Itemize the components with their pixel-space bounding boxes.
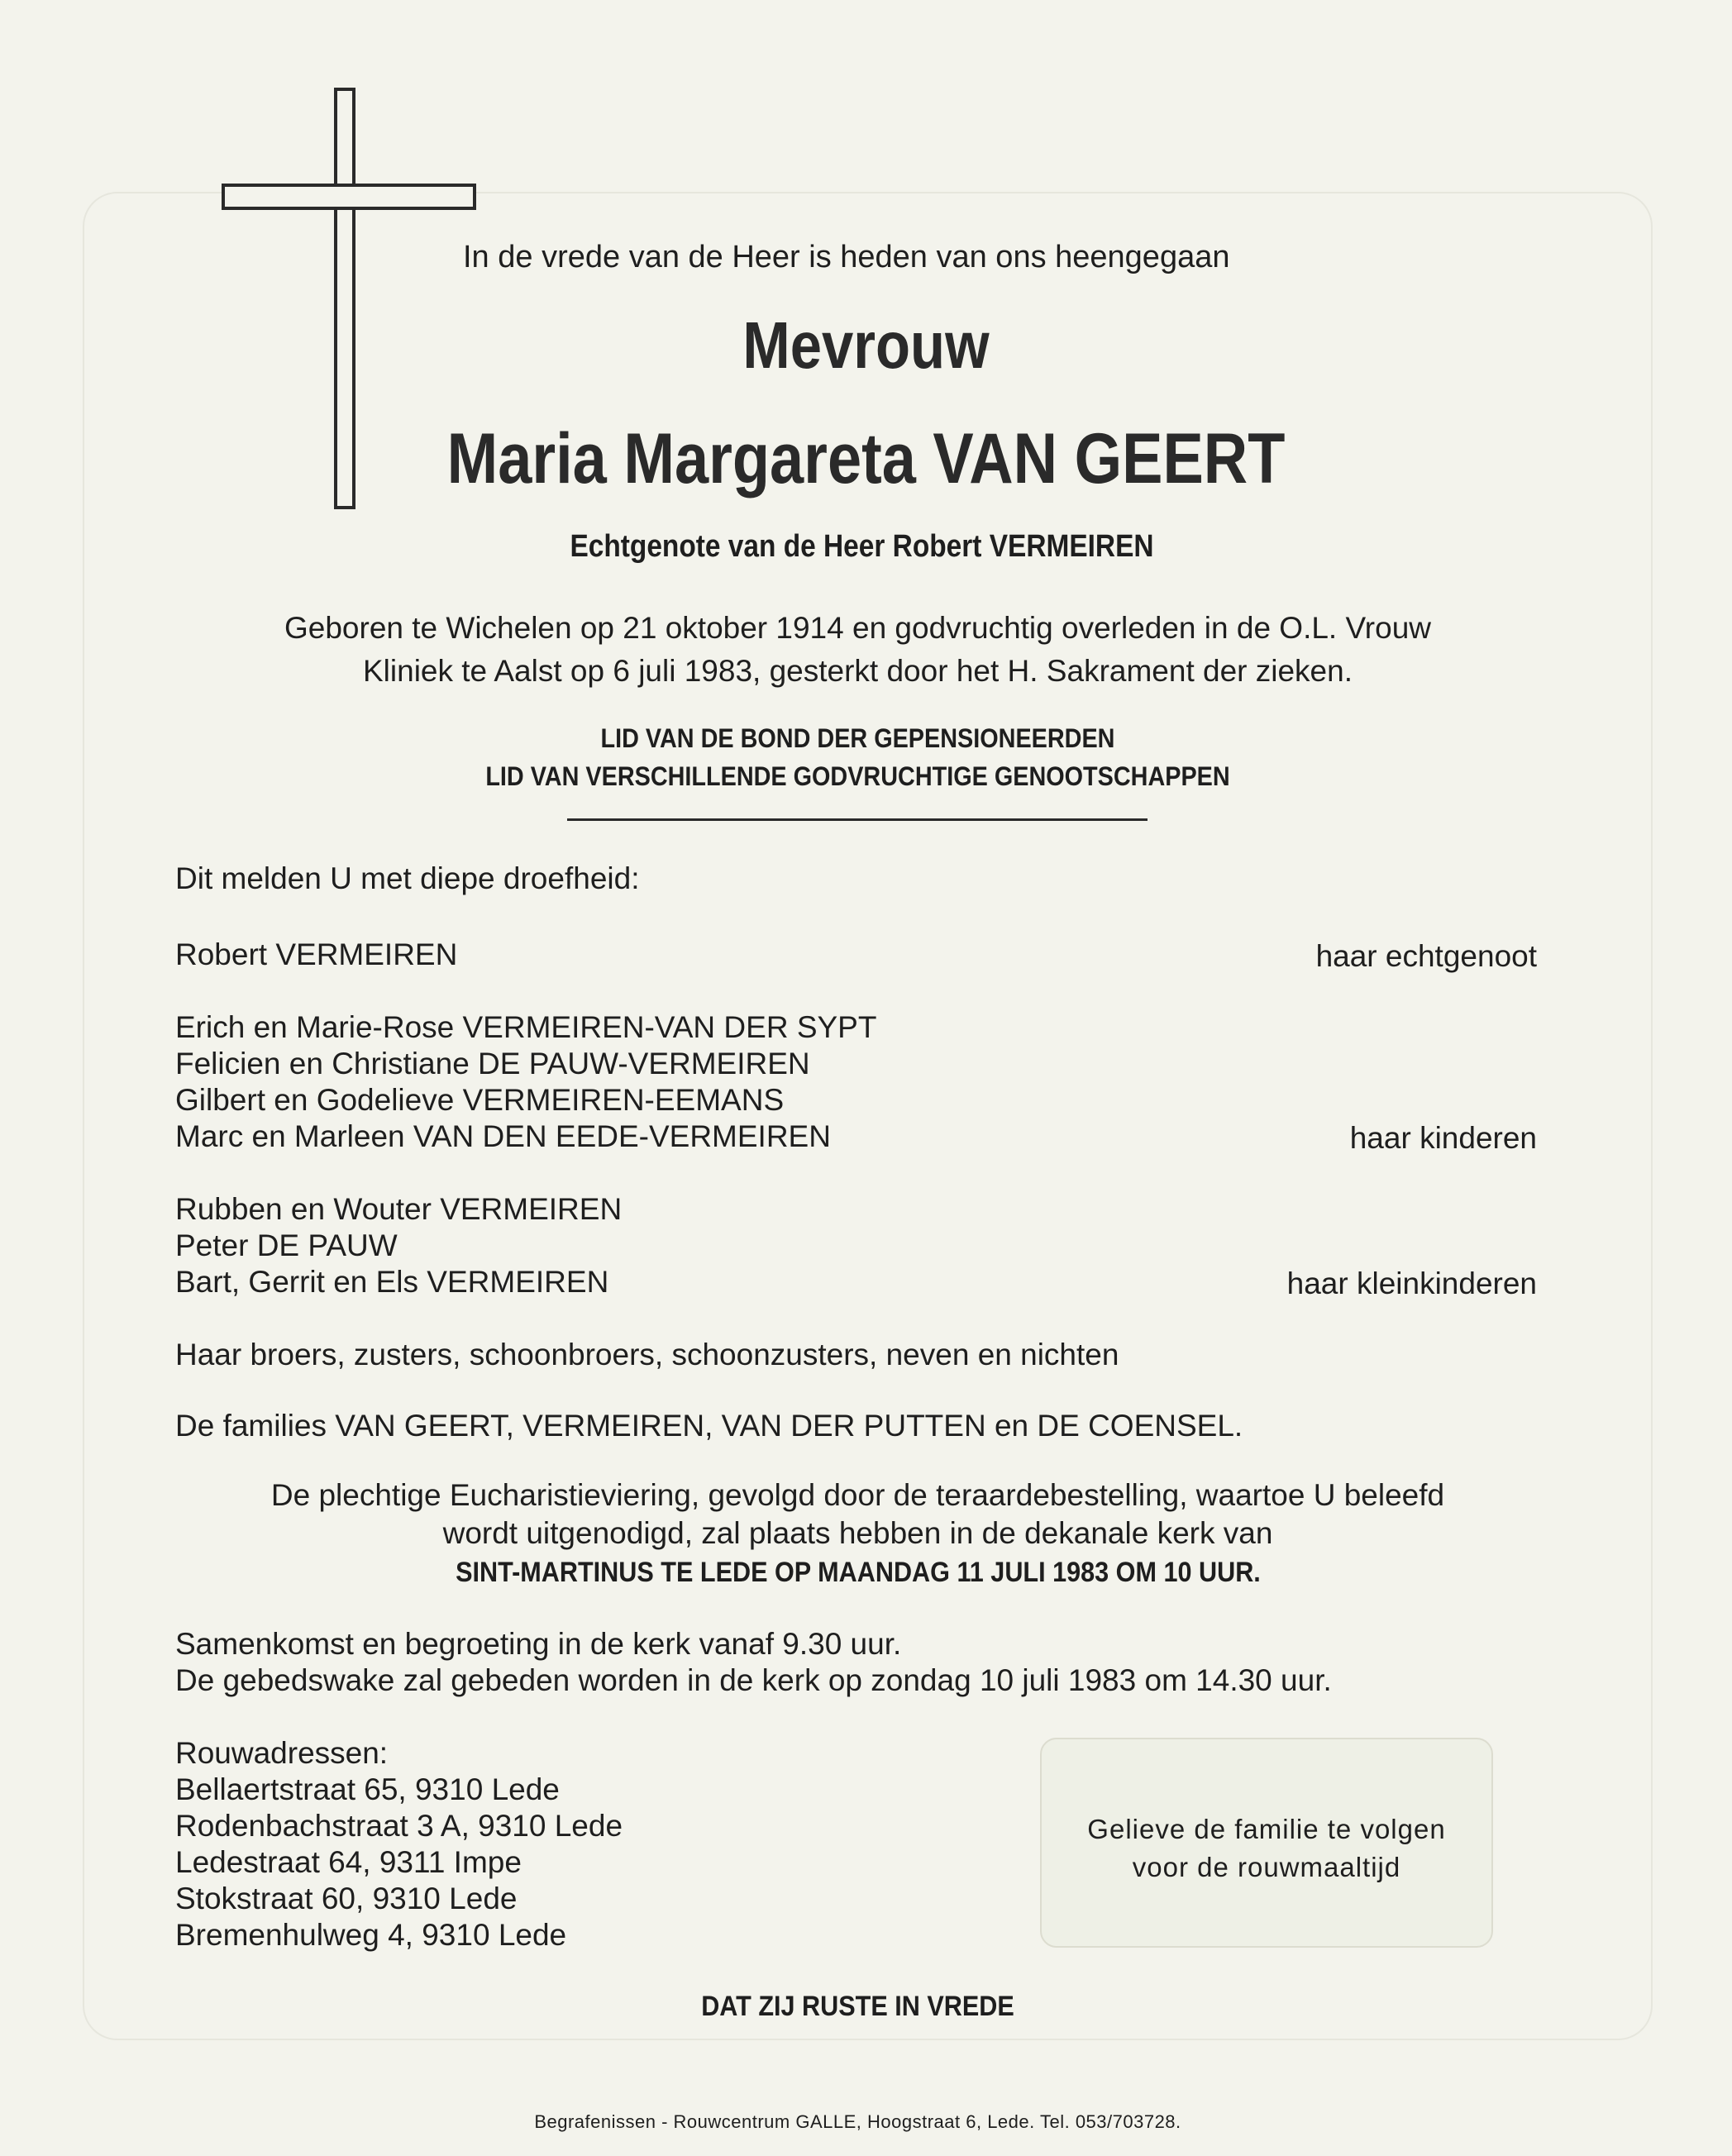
address-line: Bellaertstraat 65, 9310 Lede (175, 1772, 560, 1806)
child-line: Felicien en Christiane DE PAUW-VERMEIREN (175, 1047, 810, 1080)
families-line: De families VAN GEERT, VERMEIREN, VAN DER PUTTEN en DE COENSEL. (175, 1409, 1243, 1443)
address-line: Rodenbachstraat 3 A, 9310 Lede (175, 1809, 623, 1843)
wake-line: De gebedswake zal gebeden worden in de kerk op zondag 10 juli 1983 om 14.30 uur. (175, 1663, 1332, 1697)
ceremony-date: SINT-MARTINUS TE LEDE OP MAANDAG 11 JULI 1983 OM 10 UUR. (455, 1557, 1261, 1588)
child-line: Erich en Marie-Rose VERMEIREN-VAN DER SYPT (175, 1010, 877, 1044)
address-line: Stokstraat 60, 9310 Lede (175, 1882, 518, 1915)
divider (567, 818, 1148, 821)
meal-line: Gelieve de familie te volgen (1087, 1814, 1446, 1844)
spouse-line: Echtgenote van de Heer Robert VERMEIREN (570, 529, 1154, 564)
intro-text: In de vrede van de Heer is heden van ons heengegaan (463, 240, 1230, 274)
gathering-line: Samenkomst en begroeting in de kerk vanaf 9.30 uur. (175, 1627, 902, 1661)
membership-item: LID VAN DE BOND DER GEPENSIONEERDEN (600, 723, 1115, 753)
deceased-name: Maria Margareta VAN GEERT (446, 419, 1286, 498)
memberships (86, 719, 1630, 795)
address-line: Ledestraat 64, 9311 Impe (175, 1845, 522, 1879)
announcement: Dit melden U met diepe droefheid: (175, 861, 640, 895)
child-line: Marc en Marleen VAN DEN EEDE-VERMEIREN (175, 1119, 831, 1153)
meal-invitation-box (1040, 1738, 1493, 1948)
meal-line: voor de rouwmaaltijd (1132, 1852, 1401, 1882)
birth-death-paragraph (0, 607, 1715, 693)
death-line: Kliniek te Aalst op 6 juli 1983, gesterkt door het H. Sakrament der zieken. (363, 654, 1353, 688)
relatives-line: Haar broers, zusters, schoonbroers, schoonzusters, neven en nichten (175, 1338, 1119, 1371)
grandchildren-role: haar kleinkinderen (1286, 1266, 1537, 1300)
grandchild-line: Peter DE PAUW (175, 1228, 398, 1262)
membership-item: LID VAN VERSCHILLENDE GODVRUCHTIGE GENOOTSCHAPPEN (485, 761, 1230, 791)
children-role: haar kinderen (1349, 1121, 1537, 1155)
ceremony-paragraph (0, 1476, 1715, 1591)
title-prefix: Mevrouw (742, 308, 990, 382)
spouse-name: Robert VERMEIREN (175, 937, 458, 971)
birth-line: Geboren te Wichelen op 21 oktober 1914 en godvruchtig overleden in de O.L. Vrouw (284, 611, 1431, 645)
spouse-role: haar echtgenoot (1315, 939, 1537, 973)
cross-icon-junction (337, 187, 352, 207)
addresses-heading: Rouwadressen: (175, 1736, 389, 1770)
ceremony-line: De plechtige Eucharistieviering, gevolgd door de teraardebestelling, waartoe U beleefd (270, 1478, 1445, 1512)
ceremony-line: wordt uitgenodigd, zal plaats hebben in de dekanale kerk van (442, 1516, 1273, 1550)
grandchild-line: Rubben en Wouter VERMEIREN (175, 1192, 623, 1226)
grandchild-line: Bart, Gerrit en Els VERMEIREN (175, 1265, 609, 1299)
address-line: Bremenhulweg 4, 9310 Lede (175, 1918, 567, 1952)
funeral-home-footer: Begrafenissen - Rouwcentrum GALLE, Hoogstraat 6, Lede. Tel. 053/703728. (534, 2111, 1181, 2132)
child-line: Gilbert en Godelieve VERMEIREN-EEMANS (175, 1083, 785, 1117)
closing-text: DAT ZIJ RUSTE IN VREDE (701, 1991, 1014, 2022)
